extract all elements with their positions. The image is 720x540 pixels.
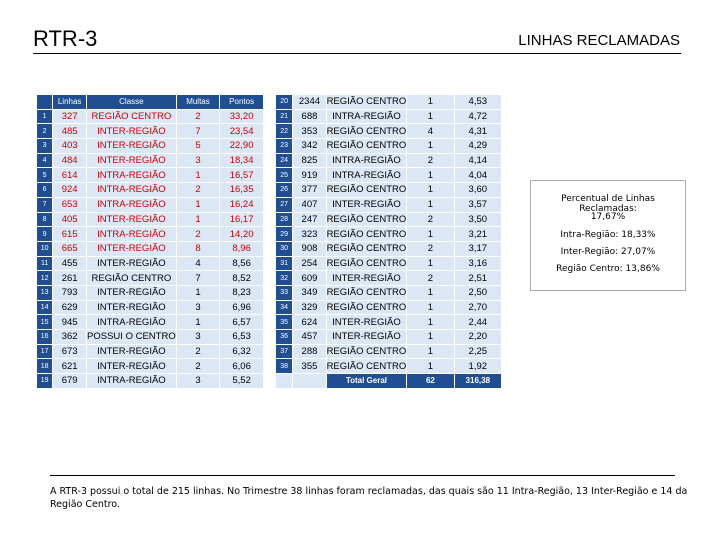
cell-pontos: 3,16 <box>454 256 501 271</box>
percentage-box <box>530 180 686 291</box>
cell-multas: 2 <box>176 183 220 198</box>
row-index: 38 <box>276 359 293 374</box>
row-index: 10 <box>37 241 53 256</box>
cell-multas: 5 <box>176 139 220 154</box>
row-index: 25 <box>276 168 293 183</box>
cell-multas: 1 <box>407 109 454 124</box>
cell-classe: INTER-REGIÃO <box>326 271 407 286</box>
total-blank <box>276 374 293 389</box>
cell-linha: 484 <box>53 153 87 168</box>
cell-classe: REGIÃO CENTRO <box>326 228 407 240</box>
header-pontos: Pontos <box>220 95 264 110</box>
cell-pontos: 3,21 <box>454 227 501 242</box>
table-row <box>37 241 264 256</box>
cell-classe: REGIÃO CENTRO <box>326 360 407 372</box>
cell-pontos: 2,50 <box>454 285 501 300</box>
cell-linha: 355 <box>293 359 326 374</box>
row-index: 12 <box>37 271 53 286</box>
cell-multas: 1 <box>407 139 454 154</box>
cell-pontos: 18,34 <box>220 153 264 168</box>
cell-multas: 1 <box>407 197 454 212</box>
cell-pontos: 16,17 <box>220 212 264 227</box>
cell-classe: REGIÃO CENTRO <box>326 125 407 137</box>
cell-multas: 2 <box>407 153 454 168</box>
cell-multas: 1 <box>407 285 454 300</box>
cell-multas: 1 <box>407 344 454 359</box>
row-index: 3 <box>37 139 53 154</box>
table-row <box>37 183 264 198</box>
cell-classe: INTER-REGIÃO <box>87 153 177 168</box>
cell-classe: REGIÃO CENTRO <box>326 243 407 255</box>
cell-linha: 254 <box>293 256 326 271</box>
table-row <box>276 300 502 315</box>
cell-pontos: 8,96 <box>220 241 264 256</box>
cell-pontos: 3,50 <box>454 212 501 227</box>
row-index: 27 <box>276 197 293 212</box>
percentage-intra: Intra-Região: 18,33% <box>560 230 656 240</box>
cell-pontos: 2,70 <box>454 300 501 315</box>
row-index: 2 <box>37 124 53 139</box>
cell-linha: 362 <box>53 330 87 345</box>
cell-classe: REGIÃO CENTRO <box>326 301 407 313</box>
cell-pontos: 8,56 <box>220 256 264 271</box>
table-row <box>276 95 502 110</box>
cell-multas: 1 <box>407 359 454 374</box>
total-blank <box>293 374 326 389</box>
cell-pontos: 2,51 <box>454 271 501 286</box>
row-index: 8 <box>37 212 53 227</box>
table-row <box>37 153 264 168</box>
cell-linha: 825 <box>293 153 326 168</box>
table-row <box>276 227 502 242</box>
table-row <box>37 359 264 374</box>
cell-linha: 485 <box>53 124 87 139</box>
cell-multas: 2 <box>407 212 454 227</box>
table-row <box>276 109 502 124</box>
cell-multas: 1 <box>407 300 454 315</box>
cell-linha: 793 <box>53 285 87 300</box>
cell-multas: 4 <box>407 124 454 139</box>
row-index: 14 <box>37 300 53 315</box>
cell-pontos: 6,53 <box>220 330 264 345</box>
cell-classe: INTRA-REGIÃO <box>326 168 407 183</box>
cell-classe: INTER-REGIÃO <box>87 285 177 300</box>
cell-linha: 945 <box>53 315 87 330</box>
table-row <box>37 285 264 300</box>
cell-pontos: 4,53 <box>454 95 501 110</box>
table-row <box>37 315 264 330</box>
cell-pontos: 22,90 <box>220 139 264 154</box>
table-row <box>276 197 502 212</box>
cell-multas: 2 <box>407 241 454 256</box>
cell-classe: INTER-REGIÃO <box>87 300 177 315</box>
cell-linha: 665 <box>53 241 87 256</box>
table-row <box>37 139 264 154</box>
title-underline <box>33 53 681 54</box>
table-row <box>37 330 264 345</box>
cell-classe: INTER-REGIÃO <box>87 139 177 154</box>
cell-multas: 1 <box>176 168 220 183</box>
cell-multas: 1 <box>407 315 454 330</box>
cell-classe: INTRA-REGIÃO <box>326 109 407 124</box>
row-index: 21 <box>276 109 293 124</box>
cell-pontos: 2,20 <box>454 330 501 345</box>
table-row <box>37 109 264 124</box>
row-index: 16 <box>37 330 53 345</box>
cell-pontos: 33,20 <box>220 109 264 124</box>
cell-linha: 327 <box>53 109 87 124</box>
cell-pontos: 3,60 <box>454 183 501 198</box>
row-index: 7 <box>37 197 53 212</box>
cell-linha: 261 <box>53 271 87 286</box>
cell-linha: 329 <box>293 300 326 315</box>
complaints-table-right <box>275 94 502 389</box>
row-index: 11 <box>37 256 53 271</box>
slide-title: RTR-3 <box>33 26 98 51</box>
row-index: 32 <box>276 271 293 286</box>
table-row <box>37 256 264 271</box>
table-row <box>276 285 502 300</box>
cell-linha: 621 <box>53 359 87 374</box>
percentage-title: Percentual de Linhas Reclamadas: <box>561 194 655 214</box>
row-index: 36 <box>276 330 293 345</box>
cell-linha: 353 <box>293 124 326 139</box>
row-index: 13 <box>37 285 53 300</box>
cell-linha: 629 <box>53 300 87 315</box>
row-index: 19 <box>37 374 53 389</box>
complaints-table-left <box>36 94 264 389</box>
cell-classe: INTRA-REGIÃO <box>87 315 177 330</box>
cell-classe: REGIÃO CENTRO <box>326 287 407 299</box>
cell-pontos: 14,20 <box>220 227 264 242</box>
table-row <box>276 124 502 139</box>
cell-pontos: 3,17 <box>454 241 501 256</box>
cell-classe: REGIÃO CENTRO <box>87 109 177 124</box>
table-row <box>276 153 502 168</box>
cell-classe: INTRA-REGIÃO <box>87 183 177 198</box>
cell-linha: 349 <box>293 285 326 300</box>
header-index <box>37 95 53 110</box>
row-index: 15 <box>37 315 53 330</box>
row-index: 28 <box>276 212 293 227</box>
table-row <box>276 212 502 227</box>
cell-linha: 2344 <box>293 95 326 110</box>
cell-multas: 3 <box>176 300 220 315</box>
table-row <box>37 374 264 389</box>
table-row <box>276 271 502 286</box>
cell-linha: 609 <box>293 271 326 286</box>
cell-multas: 1 <box>407 183 454 198</box>
percentage-centro: Região Centro: 13,86% <box>556 264 660 274</box>
cell-linha: 457 <box>293 330 326 345</box>
row-index: 26 <box>276 183 293 198</box>
cell-pontos: 4,14 <box>454 153 501 168</box>
row-index: 35 <box>276 315 293 330</box>
table-header-row <box>37 95 264 110</box>
cell-pontos: 23,54 <box>220 124 264 139</box>
slide-subtitle: LINHAS RECLAMADAS <box>518 32 680 49</box>
cell-linha: 403 <box>53 139 87 154</box>
cell-multas: 1 <box>176 285 220 300</box>
header-linhas: Linhas <box>53 95 87 110</box>
percentage-overall: 17,67% <box>590 212 626 222</box>
cell-pontos: 3,57 <box>454 197 501 212</box>
cell-linha: 615 <box>53 227 87 242</box>
cell-multas: 2 <box>176 359 220 374</box>
cell-pontos: 6,57 <box>220 315 264 330</box>
cell-pontos: 8,23 <box>220 285 264 300</box>
cell-multas: 3 <box>176 374 220 389</box>
cell-multas: 1 <box>407 95 454 110</box>
cell-classe: INTRA-REGIÃO <box>87 197 177 212</box>
cell-pontos: 16,24 <box>220 197 264 212</box>
cell-classe: INTER-REGIÃO <box>326 197 407 212</box>
row-index: 22 <box>276 124 293 139</box>
row-index: 18 <box>37 359 53 374</box>
cell-linha: 288 <box>293 344 326 359</box>
cell-classe: INTRA-REGIÃO <box>87 168 177 183</box>
row-index: 17 <box>37 344 53 359</box>
cell-pontos: 6,06 <box>220 359 264 374</box>
cell-multas: 3 <box>176 330 220 345</box>
cell-classe: INTER-REGIÃO <box>87 256 177 271</box>
cell-classe: INTER-REGIÃO <box>87 124 177 139</box>
table-row <box>37 271 264 286</box>
cell-classe: INTER-REGIÃO <box>87 241 177 256</box>
cell-multas: 2 <box>176 344 220 359</box>
cell-linha: 688 <box>293 109 326 124</box>
cell-linha: 405 <box>53 212 87 227</box>
footer-divider <box>50 475 675 476</box>
cell-linha: 377 <box>293 183 326 198</box>
row-index: 34 <box>276 300 293 315</box>
cell-linha: 919 <box>293 168 326 183</box>
table-row <box>37 197 264 212</box>
cell-classe: INTRA-REGIÃO <box>87 374 177 389</box>
row-index: 20 <box>276 95 293 110</box>
table-row <box>37 344 264 359</box>
total-label: Total Geral <box>326 374 407 389</box>
total-multas: 62 <box>407 374 454 389</box>
table-row <box>37 168 264 183</box>
row-index: 37 <box>276 344 293 359</box>
row-index: 31 <box>276 256 293 271</box>
cell-multas: 4 <box>176 256 220 271</box>
cell-linha: 679 <box>53 374 87 389</box>
cell-classe: INTER-REGIÃO <box>87 212 177 227</box>
cell-linha: 342 <box>293 139 326 154</box>
cell-multas: 1 <box>407 330 454 345</box>
cell-multas: 1 <box>407 227 454 242</box>
cell-pontos: 4,72 <box>454 109 501 124</box>
cell-pontos: 5,52 <box>220 374 264 389</box>
cell-linha: 673 <box>53 344 87 359</box>
row-index: 24 <box>276 153 293 168</box>
table-row <box>276 315 502 330</box>
cell-linha: 455 <box>53 256 87 271</box>
cell-multas: 1 <box>176 212 220 227</box>
cell-multas: 7 <box>176 124 220 139</box>
cell-multas: 3 <box>176 153 220 168</box>
table-row <box>37 300 264 315</box>
cell-multas: 1 <box>407 168 454 183</box>
cell-classe: REGIÃO CENTRO <box>326 140 407 152</box>
table-row <box>37 227 264 242</box>
cell-classe: REGIÃO CENTRO <box>326 96 407 108</box>
cell-classe: POSSUI O CENTRO <box>87 331 176 343</box>
total-row <box>276 374 502 389</box>
cell-linha: 924 <box>53 183 87 198</box>
cell-classe: INTER-REGIÃO <box>326 330 407 345</box>
cell-multas: 1 <box>176 315 220 330</box>
table-row <box>276 183 502 198</box>
cell-pontos: 4,29 <box>454 139 501 154</box>
table-row <box>276 168 502 183</box>
cell-pontos: 6,96 <box>220 300 264 315</box>
cell-pontos: 6,32 <box>220 344 264 359</box>
cell-classe: REGIÃO CENTRO <box>326 257 407 269</box>
percentage-inter: Inter-Região: 27,07% <box>560 247 656 257</box>
cell-linha: 323 <box>293 227 326 242</box>
row-index: 9 <box>37 227 53 242</box>
header-multas: Multas <box>176 95 220 110</box>
table-row <box>276 330 502 345</box>
cell-classe: INTRA-REGIÃO <box>326 153 407 168</box>
cell-linha: 247 <box>293 212 326 227</box>
cell-linha: 624 <box>293 315 326 330</box>
row-index: 5 <box>37 168 53 183</box>
cell-multas: 2 <box>407 271 454 286</box>
cell-classe: REGIÃO CENTRO <box>87 271 177 286</box>
row-index: 30 <box>276 241 293 256</box>
header-classe: Classe <box>87 95 177 110</box>
row-index: 33 <box>276 285 293 300</box>
table-row <box>276 344 502 359</box>
cell-multas: 1 <box>176 197 220 212</box>
cell-classe: INTER-REGIÃO <box>87 344 177 359</box>
row-index: 23 <box>276 139 293 154</box>
cell-pontos: 4,04 <box>454 168 501 183</box>
row-index: 4 <box>37 153 53 168</box>
cell-classe: INTER-REGIÃO <box>326 315 407 330</box>
table-row <box>37 212 264 227</box>
cell-classe: INTRA-REGIÃO <box>87 227 177 242</box>
cell-linha: 614 <box>53 168 87 183</box>
table-row <box>276 241 502 256</box>
footer-summary: A RTR-3 possui o total de 215 linhas. No Trimestre 38 linhas foram reclamadas, das quais são 11 Intra-Região, 13 Inter-Região e 14 da Região Centro. <box>50 486 688 510</box>
cell-pontos: 16,57 <box>220 168 264 183</box>
row-index: 6 <box>37 183 53 198</box>
cell-pontos: 8,52 <box>220 271 264 286</box>
cell-multas: 2 <box>176 109 220 124</box>
table-row <box>276 139 502 154</box>
cell-classe: REGIÃO CENTRO <box>326 213 407 225</box>
cell-multas: 1 <box>407 256 454 271</box>
cell-pontos: 1,92 <box>454 359 501 374</box>
row-index: 29 <box>276 227 293 242</box>
table-row <box>276 359 502 374</box>
cell-linha: 908 <box>293 241 326 256</box>
cell-pontos: 2,44 <box>454 315 501 330</box>
cell-multas: 2 <box>176 227 220 242</box>
cell-linha: 407 <box>293 197 326 212</box>
table-row <box>37 124 264 139</box>
cell-pontos: 4,31 <box>454 124 501 139</box>
cell-linha: 653 <box>53 197 87 212</box>
cell-multas: 8 <box>176 241 220 256</box>
row-index: 1 <box>37 109 53 124</box>
cell-classe: REGIÃO CENTRO <box>326 184 407 196</box>
cell-multas: 7 <box>176 271 220 286</box>
table-row <box>276 256 502 271</box>
cell-pontos: 2,25 <box>454 344 501 359</box>
total-pontos: 316,38 <box>454 374 501 389</box>
cell-classe: REGIÃO CENTRO <box>326 346 407 358</box>
cell-pontos: 16,35 <box>220 183 264 198</box>
cell-classe: INTER-REGIÃO <box>87 359 177 374</box>
